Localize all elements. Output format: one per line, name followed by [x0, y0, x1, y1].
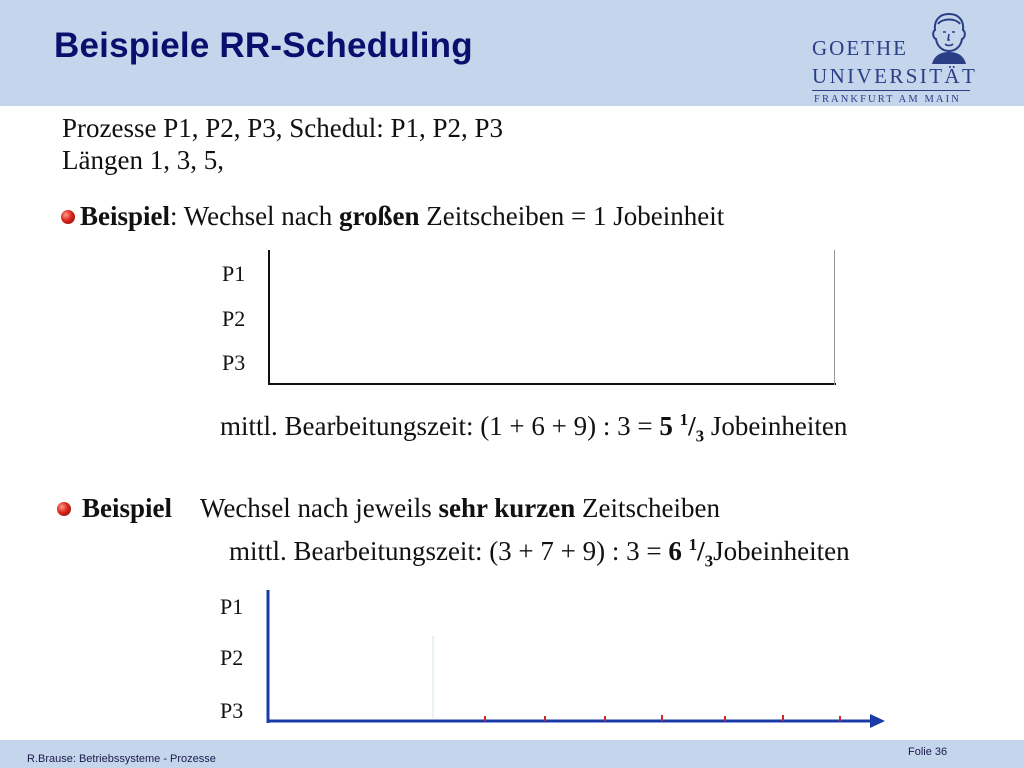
example2-result-value: 6 $^1/_3$: [668, 535, 714, 571]
example1-result-prefix: mittl. Bearbeitungszeit: (1 + 6 + 9) : 3 =: [220, 411, 660, 441]
example2-text-after: Zeitscheiben: [575, 493, 720, 523]
example2-label-p1: P1: [220, 594, 244, 619]
example1-bold-word: großen: [339, 201, 420, 231]
example2-result: [229, 535, 850, 571]
example1-result-unit: Jobeinheiten: [710, 411, 848, 441]
slide-title: Beispiele RR-Scheduling: [54, 26, 473, 65]
example2-result-unit: Jobeinheiten: [713, 536, 850, 566]
example1-right-edge: [834, 250, 835, 385]
intro-processes-line: Prozesse P1, P2, P3, Schedul: P1, P2, P3: [62, 113, 504, 143]
example2-result-num: 1: [688, 535, 698, 554]
example1-text-after: Zeitscheiben = 1 Jobeinheit: [419, 201, 725, 231]
footer-author: R.Brause: Betriebssysteme - Prozesse: [27, 753, 216, 765]
footer-slide-number: Folie 36: [908, 746, 948, 758]
logo-goethe-text: GOETHE: [812, 36, 908, 60]
bullet-icon: [61, 210, 75, 224]
example2-heading: [82, 493, 720, 524]
example1-result-num: 1: [679, 410, 689, 429]
example2-text-before: Wechsel nach jeweils: [200, 493, 439, 523]
example1-result-den: 3: [695, 426, 705, 446]
bullet-icon: [57, 502, 71, 516]
logo-universitaet-text: UNIVERSITÄT: [812, 64, 978, 88]
example2-result-prefix: mittl. Bearbeitungszeit: (3 + 7 + 9) : 3 =: [229, 536, 669, 566]
example2-label: Beispiel: [82, 493, 173, 523]
logo-divider: [812, 90, 970, 91]
example2-axis-arrow-icon: [870, 714, 885, 728]
example1-label-p3: P3: [222, 350, 246, 375]
example2-bold-word: sehr kurzen: [438, 493, 576, 523]
example1-label-p2: P2: [222, 306, 246, 331]
example1-label: Beispiel: [80, 201, 171, 231]
example1-x-axis: [268, 383, 836, 385]
example2-result-den: 3: [704, 551, 714, 571]
example1-heading: [80, 201, 724, 232]
example1-label-p1: P1: [222, 261, 246, 286]
example2-label-p2: P2: [220, 645, 244, 670]
example1-result: [220, 410, 847, 446]
example1-result-value: 5 $^1/_3$: [659, 410, 705, 446]
example2-result-whole: 6: [668, 536, 682, 566]
example1-text-before: : Wechsel nach: [170, 201, 340, 231]
example2-axes: [260, 578, 890, 728]
intro-lengths-line: Längen 1, 3, 5,: [62, 145, 224, 175]
example2-label-p3: P3: [220, 698, 244, 723]
goethe-portrait-icon: [924, 10, 974, 64]
logo-city-text: FRANKFURT AM MAIN: [814, 94, 961, 105]
example1-result-whole: 5: [659, 411, 673, 441]
university-logo: [808, 10, 978, 105]
example1-y-axis: [268, 250, 270, 385]
